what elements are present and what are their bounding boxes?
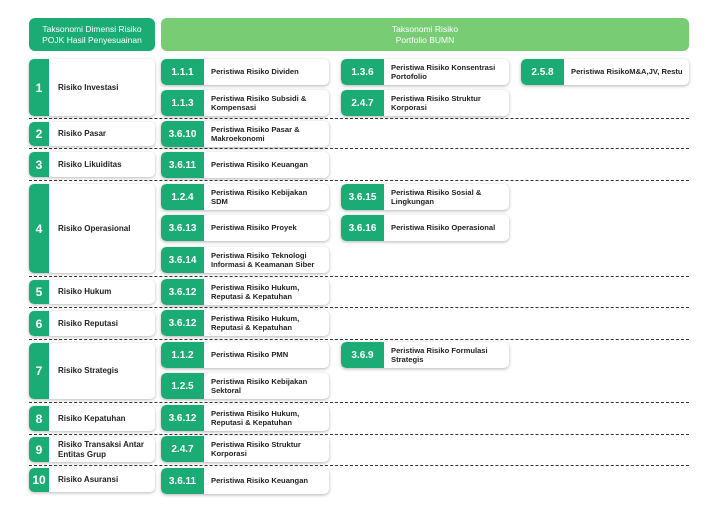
risk-label: Peristiwa Risiko Teknologi Informasi & Keamanan Siber — [211, 250, 315, 269]
header-portfolio-text — [392, 24, 458, 46]
risk-card — [341, 215, 509, 241]
category-5 — [29, 280, 155, 304]
risk-code: 2.4.7 — [341, 90, 384, 116]
risk-code: 3.6.14 — [161, 247, 204, 273]
risk-card — [341, 59, 509, 85]
category-name: Risiko Asuransi — [58, 475, 119, 484]
risk-code: 3.6.16 — [341, 215, 384, 241]
risk-card — [161, 468, 329, 494]
risk-label: Peristiwa Risiko Proyek — [211, 223, 297, 233]
category-number: 10 — [29, 468, 49, 492]
category-3 — [29, 152, 155, 177]
header-portfolio-line2: Portfolio BUMN — [395, 34, 455, 45]
row-separator — [29, 402, 689, 403]
row-separator — [29, 148, 689, 149]
risk-label: Peristiwa Risiko Kebijakan SDM — [211, 187, 308, 206]
header-dimension-text: Taksonomi Dimensi Risiko POJK Hasil Penyesuainan — [42, 23, 142, 45]
category-name: Risiko Pasar — [58, 129, 107, 138]
risk-card — [161, 121, 329, 147]
risk-card — [341, 184, 509, 210]
category-number: 9 — [29, 437, 49, 462]
row-separator — [29, 465, 689, 466]
risk-code: 3.6.11 — [161, 468, 204, 494]
risk-code: 3.6.9 — [341, 342, 384, 368]
category-number: 1 — [29, 59, 49, 116]
category-name: Risiko Strategis — [58, 366, 119, 375]
risk-label: Peristiwa Risiko Keuangan — [211, 160, 309, 170]
risk-label: Peristiwa Risiko Pasar & Makroekonomi — [211, 124, 300, 143]
risk-card — [341, 342, 509, 368]
risk-label: Peristiwa Risiko Formulasi Strategis — [391, 345, 488, 364]
category-name: Risiko Investasi — [58, 82, 119, 92]
risk-label: Peristiwa Risiko Hukum, Reputasi & Kepatuhan — [211, 408, 300, 427]
risk-code: 1.1.1 — [161, 59, 204, 85]
risk-label: Peristiwa Risiko Hukum, Reputasi & Kepatuhan — [211, 313, 300, 332]
header-portfolio-line1: Taksonomi Risiko — [391, 23, 459, 34]
risk-label: Peristiwa Risiko Keuangan — [211, 476, 309, 486]
risk-code: 3.6.12 — [161, 405, 204, 431]
risk-card — [161, 436, 329, 462]
risk-label: Peristiwa Risiko Dividen — [211, 67, 299, 77]
row-separator — [29, 276, 689, 277]
risk-code: 3.6.13 — [161, 215, 204, 241]
risk-label: Peristiwa Risiko PMN — [211, 350, 289, 360]
row-separator — [29, 307, 689, 308]
category-8 — [29, 406, 155, 431]
risk-card — [161, 184, 329, 210]
risk-code: 2.4.7 — [161, 436, 204, 462]
risk-code: 3.6.11 — [161, 152, 204, 178]
category-7 — [29, 343, 155, 399]
category-name: Risiko Transaksi Antar Entitas Grup — [58, 439, 144, 459]
risk-label: Peristiwa Risiko Subsidi & Kompensasi — [211, 93, 307, 112]
risk-card — [161, 90, 329, 116]
category-number: 4 — [29, 184, 49, 273]
risk-label: Peristiwa RisikoM&A,JV, Restu — [571, 67, 683, 77]
risk-card — [521, 59, 689, 85]
header-dimension — [29, 18, 155, 51]
risk-label: Peristiwa Risiko Konsentrasi Portofolio — [391, 62, 496, 81]
category-number: 8 — [29, 406, 49, 431]
risk-card — [161, 215, 329, 241]
risk-card — [161, 310, 329, 336]
category-2 — [29, 122, 155, 146]
risk-label: Peristiwa Risiko Kebijakan Sektoral — [211, 376, 308, 395]
risk-code: 3.6.15 — [341, 184, 384, 210]
category-number: 3 — [29, 152, 49, 177]
risk-card — [161, 152, 329, 178]
row-separator — [29, 339, 689, 340]
risk-label: Peristiwa Risiko Struktur Korporasi — [391, 93, 481, 112]
risk-code: 1.2.5 — [161, 373, 204, 399]
category-10 — [29, 468, 155, 492]
category-number: 5 — [29, 280, 49, 304]
category-number: 7 — [29, 343, 49, 399]
risk-card — [161, 247, 329, 273]
category-9 — [29, 437, 155, 462]
category-name: Risiko Kepatuhan — [58, 413, 126, 423]
risk-label: Peristiwa Risiko Operasional — [391, 223, 496, 233]
risk-code: 1.1.3 — [161, 90, 204, 116]
category-6 — [29, 311, 155, 336]
risk-label: Peristiwa Risiko Sosial & Lingkungan — [391, 187, 482, 206]
header-portfolio — [161, 18, 689, 51]
row-separator — [29, 180, 689, 181]
category-number: 6 — [29, 311, 49, 336]
risk-card — [161, 279, 329, 305]
category-name: Risiko Likuiditas — [58, 159, 122, 169]
risk-code: 1.3.6 — [341, 59, 384, 85]
row-separator — [29, 434, 689, 435]
risk-code: 3.6.10 — [161, 121, 204, 147]
risk-code: 3.6.12 — [161, 279, 204, 305]
risk-code: 3.6.12 — [161, 310, 204, 336]
risk-label: Peristiwa Risiko Hukum, Reputasi & Kepatuhan — [211, 282, 300, 301]
category-name: Risiko Operasional — [58, 223, 131, 233]
risk-card — [161, 373, 329, 399]
category-1 — [29, 59, 155, 116]
risk-card — [161, 342, 329, 368]
risk-card — [161, 405, 329, 431]
category-name: Risiko Hukum — [58, 287, 112, 296]
category-number: 2 — [29, 122, 49, 146]
risk-card — [161, 59, 329, 85]
category-4 — [29, 184, 155, 273]
risk-code: 1.1.2 — [161, 342, 204, 368]
risk-label: Peristiwa Risiko Struktur Korporasi — [211, 439, 301, 458]
risk-card — [341, 90, 509, 116]
category-name: Risiko Reputasi — [58, 318, 119, 328]
row-separator — [29, 118, 689, 119]
risk-code: 1.2.4 — [161, 184, 204, 210]
risk-code: 2.5.8 — [521, 59, 564, 85]
